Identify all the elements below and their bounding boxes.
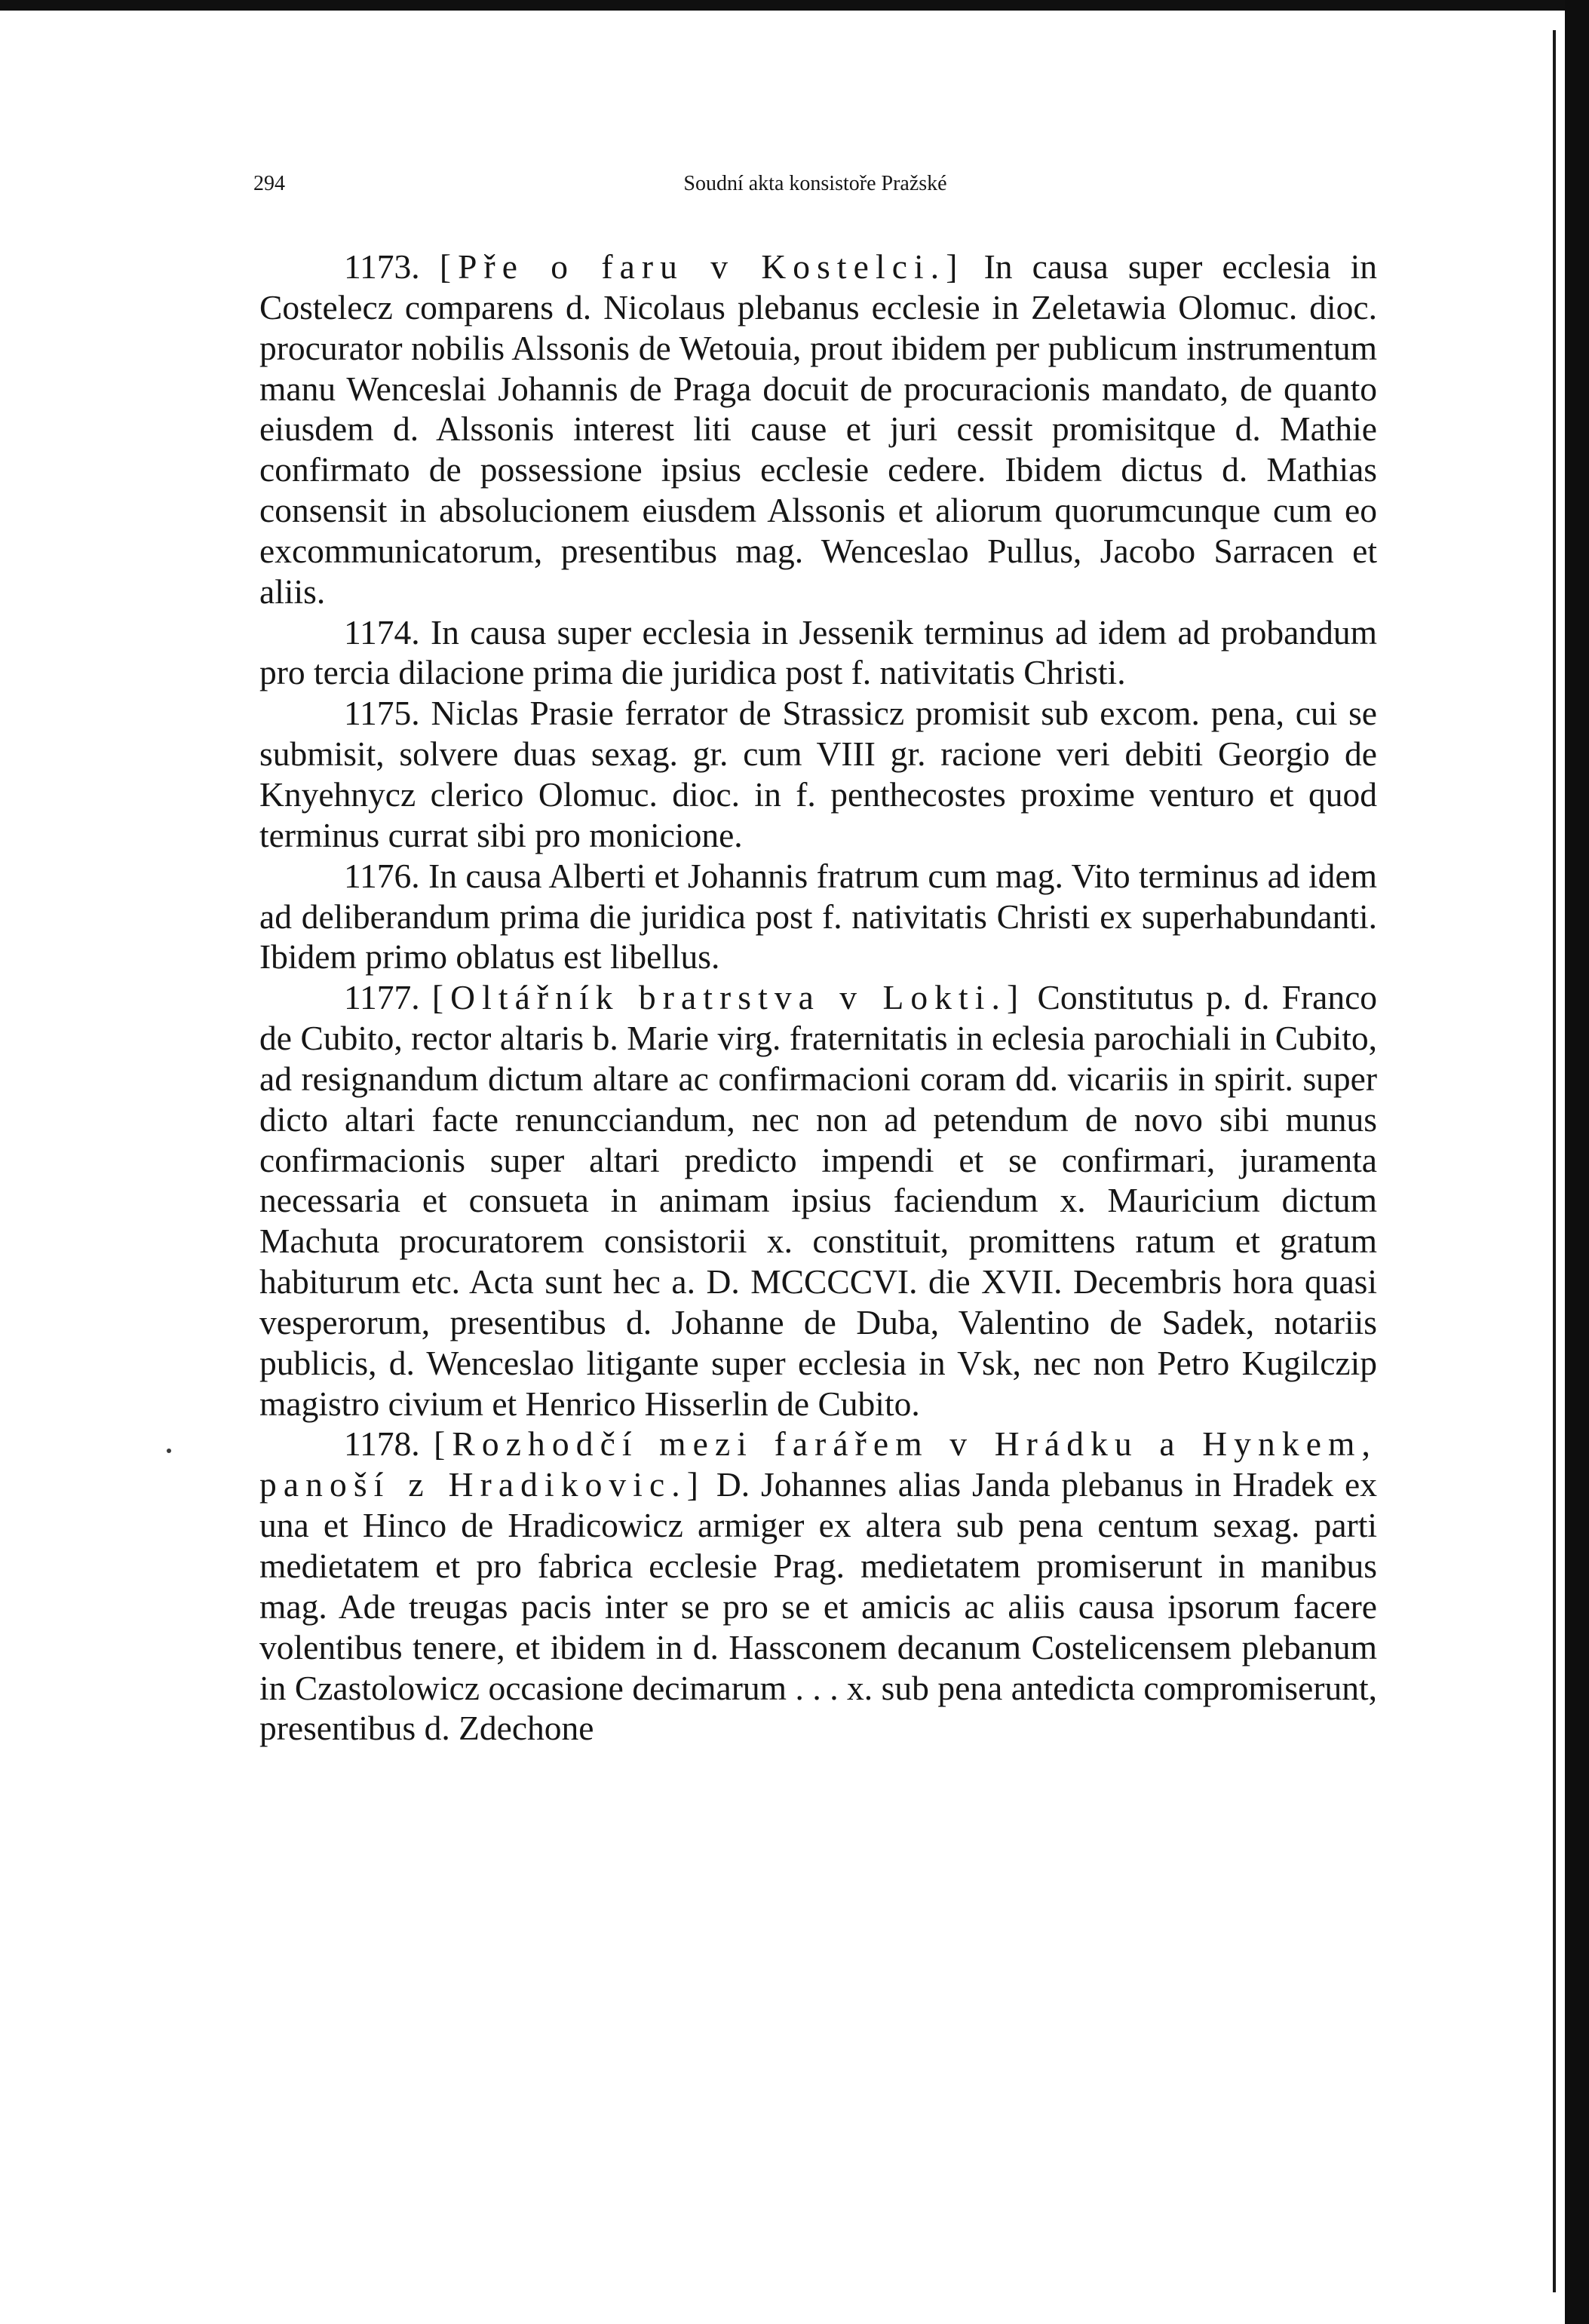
entry-number: 1174. [344, 612, 420, 652]
entry-text: D. Johannes alias Janda plebanus in Hradek ex una et Hinco de Hradicowicz armiger ex altera sub pena centum sexag. parti medietatem et pro fabrica ecclesie Prag. medietatem promiserunt in manibus mag. Ade treugas pacis inter se pro se et amicis ac aliis causa ipsorum facere volentibus tenere, et ibidem in d. Hassconem decanum Costelicensem plebanum in Czastolowicz occasione decimarum . . . x. sub pena antedicta compromiserunt, presentibus d. Zdechone [259, 1465, 1377, 1748]
entry-number: 1178. [344, 1424, 420, 1464]
entry-1174 [259, 612, 1377, 694]
running-title: Soudní akta konsistoře Pražské [683, 172, 947, 195]
entry-text: Constitutus p. d. Franco de Cubito, rector altaris b. Marie virg. fraternitatis in eclesia parochiali in Cubito, ad resignandum dictum altare ac confirmacioni coram dd. vicariis in spirit. super dicto altari facte renuncciandum, nec non ad petendum de novo sibi munus confirmacionis super altari predicto impendi et se confirmari, juramenta necessaria et consueta in animam ipsius faciendum x. Mauricium dictum Machuta procuratorem consistorii x. constituit, promittens ratum et gratum habiturum etc. Acta sunt hec a. D. MCCCCVI. die XVII. Decembris hora quasi vesperorum, presentibus d. Johanne de Duba, Valentino de Sadek, notariis publicis, d. Wenceslao litigante super ecclesia in Vsk, nec non Petro Kugilczip magistro civium et Henrico Hisserlin de Cubito. [259, 978, 1378, 1423]
scan-right-shadow-line [1553, 30, 1556, 2292]
entry-1176 [259, 856, 1377, 978]
entry-text: In causa super ecclesia in Jessenik terminus ad idem ad probandum pro tercia dilacione prima die juridica post f. nativitatis Christi. [259, 612, 1378, 692]
entry-number: 1175. [344, 694, 420, 733]
entry-heading: [Oltářník bratrstva v Lokti.] [431, 978, 1026, 1017]
entry-number: 1173. [344, 247, 420, 286]
document-body [259, 247, 1377, 1749]
entry-1175 [259, 693, 1377, 855]
entry-number: 1177. [344, 978, 420, 1017]
running-header [253, 169, 1377, 199]
page-number: 294 [253, 172, 285, 195]
entry-text: In causa Alberti et Johannis fratrum cum mag. Vito terminus ad idem ad deliberandum prima die juridica post f. nativitatis Christi ex superhabundanti. Ibidem primo oblatus est libellus. [259, 856, 1378, 977]
entry-1177 [259, 977, 1377, 1424]
entry-heading: [Pře o faru v Kostelci.] [439, 247, 965, 286]
entry-1173 [259, 247, 1377, 612]
stray-ink-dot [167, 1449, 171, 1453]
entry-text: Niclas Prasie ferrator de Strassicz promisit sub excom. pena, cui se submisit, solvere duas sexag. gr. cum VIII gr. racione veri debiti Georgio de Knyehnycz clerico Olomuc. dioc. in f. penthecostes proxime venturo et quod terminus currat sibi pro monicione. [259, 694, 1378, 854]
scan-right-edge [1565, 0, 1589, 2324]
entry-heading: [Rozhodčí mezi farářem v Hrádku a Hynkem, panoší z Hradikovic.] [259, 1424, 1377, 1504]
entry-text: In causa super ecclesia in Costelecz comparens d. Nicolaus plebanus ecclesie in Zeletawia Olomuc. dioc. procurator nobilis Alssonis de Wetouia, prout ibidem per publicum instrumentum manu Wenceslai Johannis de Praga docuit de procuracionis mandato, de quanto eiusdem d. Alssonis interest liti cause et juri cessit promisitque d. Mathie confirmato de possessione ipsius ecclesie cedere. Ibidem dictus d. Mathias consensit in absolucionem eiusdem Alssonis et aliorum quorumcunque cum eo excommunicatorum, presentibus mag. Wenceslao Pullus, Jacobo Sarracen et aliis. [259, 247, 1378, 611]
entry-1178 [259, 1424, 1377, 1749]
scan-top-edge [0, 0, 1589, 11]
entry-number: 1176. [344, 856, 420, 895]
